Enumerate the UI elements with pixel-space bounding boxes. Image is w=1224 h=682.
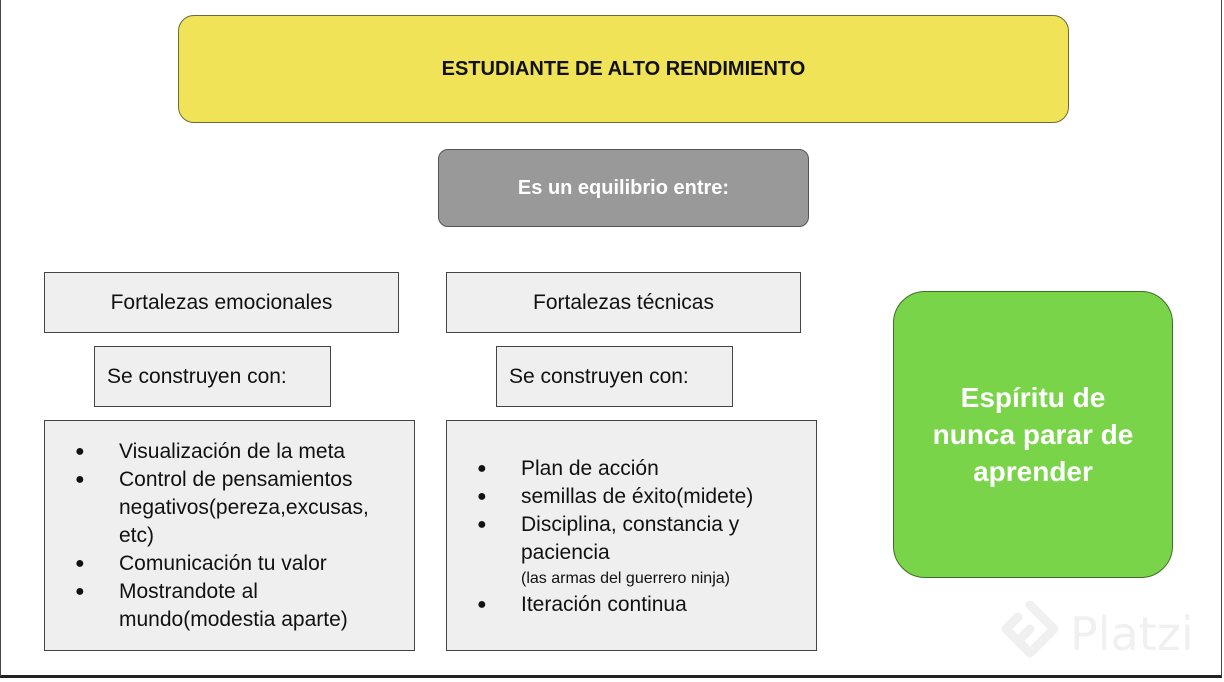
highlight-box [893,291,1173,578]
subtitle-box [438,149,809,227]
title-text: ESTUDIANTE DE ALTO RENDIMIENTO [441,57,806,80]
highlight-text: Espíritu de nunca parar de aprender [932,382,1134,487]
list-item-note: (las armas del guerrero ninja) [521,570,730,587]
list-item: ● Visualización de la meta [45,438,406,466]
technical-list-box [446,420,817,651]
subtitle-text: Es un equilibrio entre: [517,176,730,199]
list-item: ● Comunicación tu valor [45,550,406,578]
title-box [178,15,1069,123]
list-item: ● Disciplina, constancia y paciencia [447,511,808,567]
technical-strengths-heading: Fortalezas técnicas [533,290,714,314]
technical-strengths-heading-box [446,272,801,333]
platzi-watermark [1000,598,1214,670]
list-item: ● Plan de acción [447,455,808,483]
technical-sub-label: Se construyen con: [509,364,689,388]
platzi-logo-icon [1000,601,1060,667]
list-item: ● Control de pensamientos negativos(pereza,excusas, etc) [45,466,406,550]
emotional-list-box [44,420,415,651]
emotional-sub-box [94,346,331,407]
list-item: ● semillas de éxito(midete) [447,483,808,511]
watermark-text: Platzi [1070,607,1194,661]
technical-sub-box [496,346,733,407]
list-item: ● Iteración continua [447,591,808,619]
list-item: ● Mostrandote al mundo(modestia aparte) [45,578,406,634]
emotional-strengths-heading-box [44,272,399,333]
emotional-strengths-heading: Fortalezas emocionales [110,290,333,314]
emotional-sub-label: Se construyen con: [107,364,287,388]
